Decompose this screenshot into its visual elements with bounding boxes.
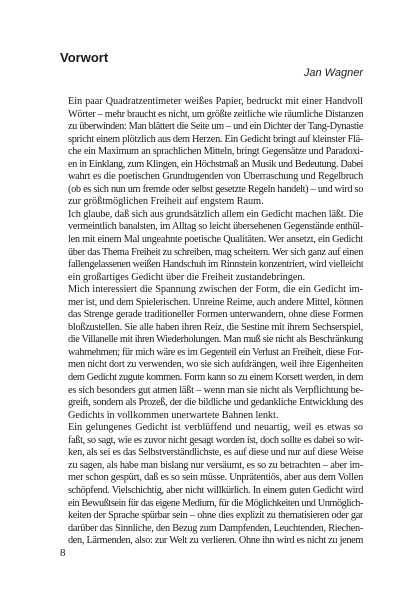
- page-title: Vorwort: [60, 50, 109, 65]
- text-line: ein Bewußtsein für das eigene Medium, für die Möglichkeiten und Unmöglich-: [68, 497, 363, 509]
- text-line: ken, als sei es das Selbstverständlichste, es auf diese und nur auf diese Weise: [68, 447, 363, 459]
- text-line: wahrt es die poetischen Grundtugenden von Überraschung und Regelbruch: [68, 171, 363, 183]
- text-line: über das Thema Freiheit zu schreiben, mag scheitern. Wer sich ganz auf einen: [68, 246, 363, 258]
- text-line: spricht einem plötzlich aus dem Herzen. Ein Gedicht bringt auf kleinster Flä-: [68, 133, 363, 145]
- text-line: wahrnehmen; für mich wäre es im Gegenteil ein Verlust an Freiheit, diese For-: [68, 346, 363, 358]
- text-line: bloßzustellen. Sie alle haben ihren Reiz, die Sestine mit ihrem Sechserspiel,: [68, 321, 363, 333]
- text-line: faßt, so sagt, wie es zuvor nicht gesagt worden ist, doch sollte es dabei so wir-: [68, 434, 363, 446]
- text-line: (ob es sich nun um fremde oder selbst gesetzte Regeln handelt) – und wird so: [68, 183, 363, 195]
- text-line: es sich besonders gut atmen läßt – wenn man sie nicht als Verpflichtung be-: [68, 384, 363, 396]
- text-line: die Villanelle mit ihren Wiederholungen. Man muß sie nicht als Beschränkung: [68, 334, 363, 346]
- author-name: Jan Wagner: [303, 67, 363, 79]
- body-text: [60, 96, 363, 548]
- text-line: Ein paar Quadratzentimeter weißes Papier, bedruckt mit einer Handvoll: [68, 96, 363, 107]
- text-line: len mit einem Mal ungeahnte poetische Qualitäten. Wer ansetzt, ein Gedicht: [68, 234, 363, 246]
- text-line: schöpfend. Vielschichtig, aber nicht willkürlich. In einem guten Gedicht wird: [68, 484, 363, 496]
- text-line: en in Einklang, zum Klingen, ein Höchstmaß an Musik und Bedeutung. Dabei: [68, 158, 363, 170]
- paragraph: [60, 284, 363, 422]
- text-line: men nicht dort zu verwenden, wo sie sich aufdrängen, weil ihre Eigenheiten: [68, 359, 363, 371]
- text-line: zu sagen, als habe man bislang nur versäumt, es so zu betrachten – aber im-: [68, 459, 363, 471]
- text-line: zur größtmöglichen Freiheit auf engstem Raum.: [68, 196, 264, 208]
- text-line: darüber das Sinnliche, den Bezug zum Dampfenden, Leuchtenden, Riechen-: [68, 522, 363, 534]
- paragraph: [60, 422, 363, 547]
- text-line: Ich glaube, daß sich aus grundsätzlich allem ein Gedicht machen läßt. Die: [68, 208, 363, 220]
- text-line: mer schon gespürt, daß es so sein müsse. Unprätentiös, aber aus dem Vollen: [68, 472, 363, 484]
- text-line: Wörter – mehr braucht es nicht, um größte zeitliche wie räumliche Distanzen: [68, 108, 363, 120]
- text-line: zu überwinden: Man blättert die Seite um – und ein Dichter der Tang-Dynastie: [68, 121, 363, 133]
- text-line: das Strenge gerade traditioneller Formen unterwandern, ohne diese Formen: [68, 309, 363, 321]
- text-line: dem Gedicht zugute kommen. Form kann so zu einem Korsett werden, in dem: [68, 372, 363, 384]
- text-line: che ein Maximum an sprachlichen Mitteln, bringt Gegensätze und Paradoxi-: [68, 146, 363, 158]
- text-line: Gedichts in vollkommen unerwartete Bahnen lenkt.: [68, 409, 279, 421]
- text-line: keiten der Sprache spürbar sein – ohne dies explizit zu thematisieren oder gar: [68, 510, 363, 522]
- text-line: greift, sondern als Prozeß, der die bildliche und gedankliche Entwicklung des: [68, 397, 363, 409]
- text-line: Mich interessiert die Spannung zwischen der Form, die ein Gedicht im-: [68, 284, 363, 296]
- text-line: vermeintlich banalsten, im Alltag so leicht übersehenen Gegenstände enthül-: [68, 221, 363, 233]
- text-line: Ein gelungenes Gedicht ist verblüffend und neuartig, weil es etwas so: [68, 422, 363, 434]
- page-number: 8: [60, 547, 66, 559]
- text-line: ein großartiges Gedicht über die Freiheit zustandebringen.: [68, 271, 305, 283]
- text-line: mer ist, und dem Spielerischen. Unreine Reime, auch andere Mittel, können: [68, 296, 363, 308]
- text-line: fallengelassenen weißen Handschuh im Rinnstein konzentriert, wird vielleicht: [68, 259, 363, 271]
- paragraph: [60, 96, 363, 209]
- paragraph: [60, 209, 363, 284]
- text-line: den, Lärmenden, also: zur Welt zu verlieren. Ohne ihn wird es nicht zu jenem: [68, 535, 363, 547]
